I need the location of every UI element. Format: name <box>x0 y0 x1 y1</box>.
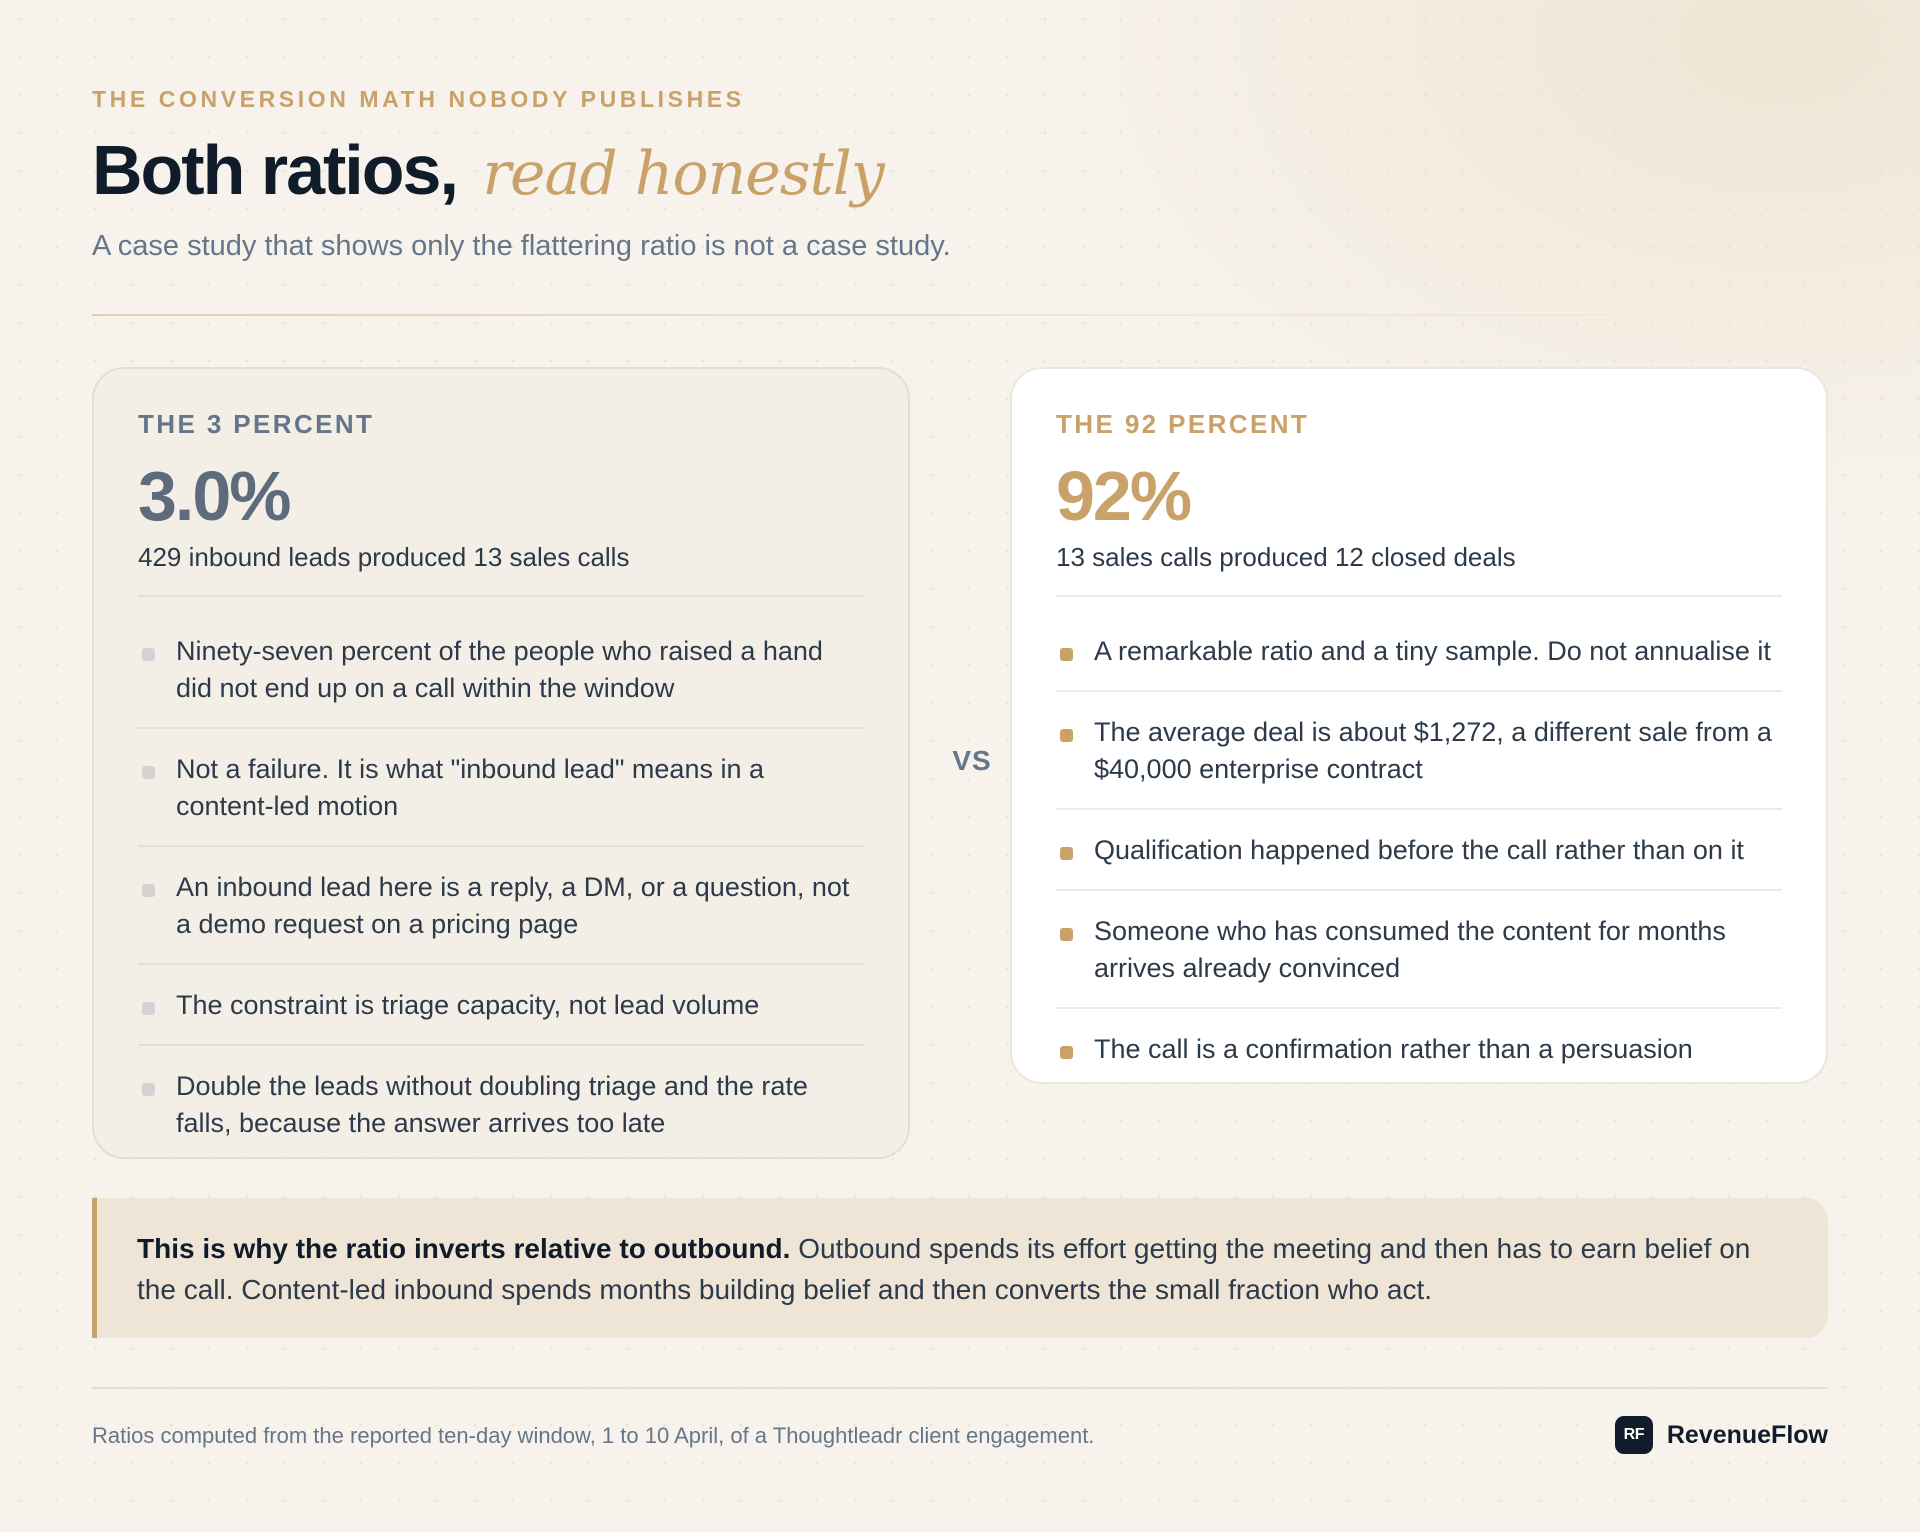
list-item <box>1056 611 1782 692</box>
list-item-text: Double the leads without doubling triage and the rate falls, because the answer arrives too late <box>176 1071 808 1138</box>
bullet-icon <box>142 1083 155 1096</box>
list-item-text: Qualification happened before the call rather than on it <box>1094 835 1744 865</box>
bullet-icon <box>142 1002 155 1015</box>
point-list <box>1056 611 1782 1088</box>
list-item-text: The average deal is about $1,272, a different sale from a $40,000 enterprise contract <box>1094 717 1772 784</box>
page-title <box>92 130 884 214</box>
list-item <box>1056 1009 1782 1088</box>
list-item-text: An inbound lead here is a reply, a DM, or a question, not a demo request on a pricing page <box>176 872 850 939</box>
callout-lead: This is why the ratio inverts relative to outbound. <box>137 1233 791 1264</box>
list-item-text: The constraint is triage capacity, not lead volume <box>176 990 760 1020</box>
list-item <box>138 611 864 729</box>
stat-caption: 429 inbound leads produced 13 sales calls <box>138 542 864 597</box>
bullet-icon <box>142 884 155 897</box>
brand-logo <box>1615 1416 1828 1454</box>
card-label: THE 3 PERCENT <box>138 409 375 439</box>
list-item <box>138 729 864 847</box>
header-divider <box>92 314 1828 316</box>
bullet-icon <box>1060 648 1073 661</box>
list-item-text: The call is a confirmation rather than a persuasion <box>1094 1034 1693 1064</box>
title-accent: read honestly <box>482 139 884 209</box>
eyebrow: THE CONVERSION MATH NOBODY PUBLISHES <box>92 86 745 112</box>
bullet-icon <box>1060 729 1073 742</box>
card-label: THE 92 PERCENT <box>1056 409 1310 439</box>
brand-mark-icon: RF <box>1615 1416 1653 1454</box>
brand-name: RevenueFlow <box>1666 1420 1828 1449</box>
list-item <box>1056 692 1782 810</box>
footnote: Ratios computed from the reported ten-day window, 1 to 10 April, of a Thoughtleadr client engagement. <box>92 1423 1095 1448</box>
bullet-icon <box>1060 847 1073 860</box>
list-item <box>1056 810 1782 891</box>
stat-caption: 13 sales calls produced 12 closed deals <box>1056 542 1782 597</box>
callout-box <box>92 1198 1828 1338</box>
stat-value: 3.0% <box>138 457 290 535</box>
title-main: Both ratios, <box>92 131 457 209</box>
bullet-icon <box>1060 1046 1073 1059</box>
callout-body: Outbound spends its effort getting the meeting and then has to earn belief on the call. Content-led inbound spends months building belief and then converts the small fraction who act. <box>137 1233 1751 1305</box>
card-3-percent <box>92 367 910 1159</box>
page-subtitle: A case study that shows only the flattering ratio is not a case study. <box>92 230 951 262</box>
card-92-percent <box>1010 367 1828 1084</box>
bullet-icon <box>1060 928 1073 941</box>
list-item <box>138 847 864 965</box>
list-item <box>1056 891 1782 1009</box>
bullet-icon <box>142 766 155 779</box>
list-item-text: Not a failure. It is what "inbound lead" means in a content-led motion <box>176 754 765 821</box>
list-item <box>138 1046 864 1162</box>
footer-divider <box>92 1387 1828 1389</box>
stat-value: 92% <box>1056 457 1191 535</box>
page <box>92 0 1828 1532</box>
versus-label: VS <box>952 745 992 776</box>
point-list <box>138 611 864 1162</box>
bullet-icon <box>142 648 155 661</box>
list-item-text: A remarkable ratio and a tiny sample. Do not annualise it <box>1094 636 1771 666</box>
list-item-text: Ninety-seven percent of the people who raised a hand did not end up on a call within the window <box>176 636 823 703</box>
list-item-text: Someone who has consumed the content for months arrives already convinced <box>1094 916 1726 983</box>
list-item <box>138 965 864 1046</box>
